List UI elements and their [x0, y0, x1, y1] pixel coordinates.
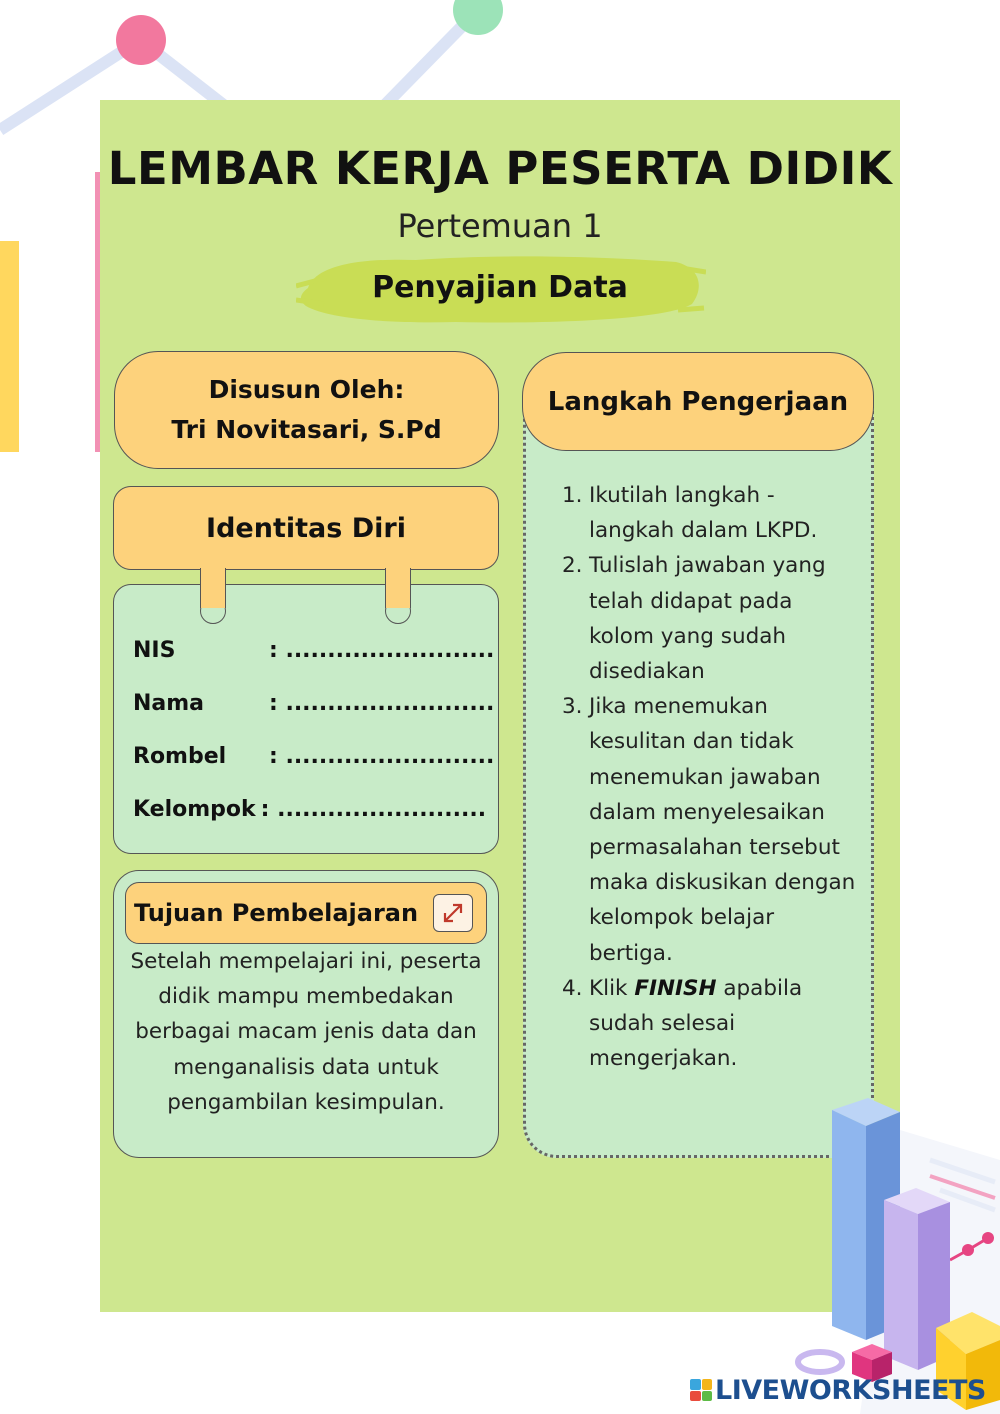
- step-number: 1.: [562, 483, 583, 508]
- hanger-tab: [200, 568, 226, 608]
- steps-title: Langkah Pengerjaan: [522, 352, 874, 451]
- hanger-tab: [385, 568, 411, 608]
- goal-text: Setelah mempelajari ini, peserta didik mampu membedakan berbagai macam jenis data dan menganalisis data untuk pengambilan kesimpulan.: [130, 949, 482, 1115]
- expand-icon: [440, 900, 466, 926]
- meeting-number: Pertemuan 1: [397, 207, 603, 245]
- page-title: LEMBAR KERJA PESERTA DIDIK: [107, 142, 893, 195]
- liveworksheets-brand[interactable]: [690, 1372, 990, 1408]
- field-nama[interactable]: [133, 689, 494, 719]
- author-label: Disusun Oleh:: [208, 375, 405, 404]
- step-number: 2.: [562, 553, 583, 579]
- steps-list: [562, 478, 862, 1076]
- field-label: NIS: [133, 638, 176, 663]
- expand-button[interactable]: [433, 894, 473, 932]
- field-blank[interactable]: : .........................: [260, 797, 487, 822]
- step-text: Tulislah jawaban yang telah didapat pada kolom yang sudah disediakan: [589, 553, 826, 685]
- field-blank[interactable]: : .........................: [269, 744, 495, 769]
- field-kelompok[interactable]: [133, 795, 486, 825]
- field-label: Nama: [133, 691, 205, 716]
- author-name: Tri Novitasari, S.Pd: [171, 415, 442, 444]
- step-item: [562, 478, 862, 548]
- step-number: 4.: [562, 975, 583, 1001]
- step-number: 3.: [562, 694, 583, 720]
- liveworksheets-logo-icon: [690, 1379, 712, 1401]
- step-item: [562, 548, 862, 689]
- goal-title: Tujuan Pembelajaran: [125, 882, 487, 944]
- author-box: [114, 351, 499, 469]
- brand-name: LIVEWORKSHEETS: [715, 1374, 986, 1406]
- step-item: [562, 689, 862, 971]
- identity-title: Identitas Diri: [113, 486, 499, 570]
- chart-illustration: [780, 1090, 1000, 1414]
- step-text: Jika menemukan kesulitan dan tidak menemukan jawaban dalam menyelesaikan permasalahan tersebut maka diskusikan dengan kelompok belajar bertiga.: [589, 694, 856, 966]
- field-label: Rombel: [133, 744, 227, 769]
- donut-shape: [798, 1352, 842, 1372]
- field-label: Kelompok: [133, 797, 256, 822]
- step-item: [562, 971, 862, 1077]
- field-rombel[interactable]: [133, 742, 494, 772]
- field-blank[interactable]: : .........................: [269, 691, 495, 716]
- step-text: Klik: [589, 975, 635, 1001]
- field-nis[interactable]: [133, 636, 494, 666]
- finish-keyword: FINISH: [634, 975, 717, 1001]
- step-text: Ikutilah langkah - langkah dalam LKPD.: [589, 483, 818, 544]
- yellow-bar: [0, 241, 19, 452]
- pink-dot: [116, 15, 166, 65]
- topic-title: Penyajian Data: [372, 270, 628, 305]
- step-text: apabila sudah selesai mengerjakan.: [589, 975, 803, 1072]
- field-blank[interactable]: : .........................: [269, 638, 495, 663]
